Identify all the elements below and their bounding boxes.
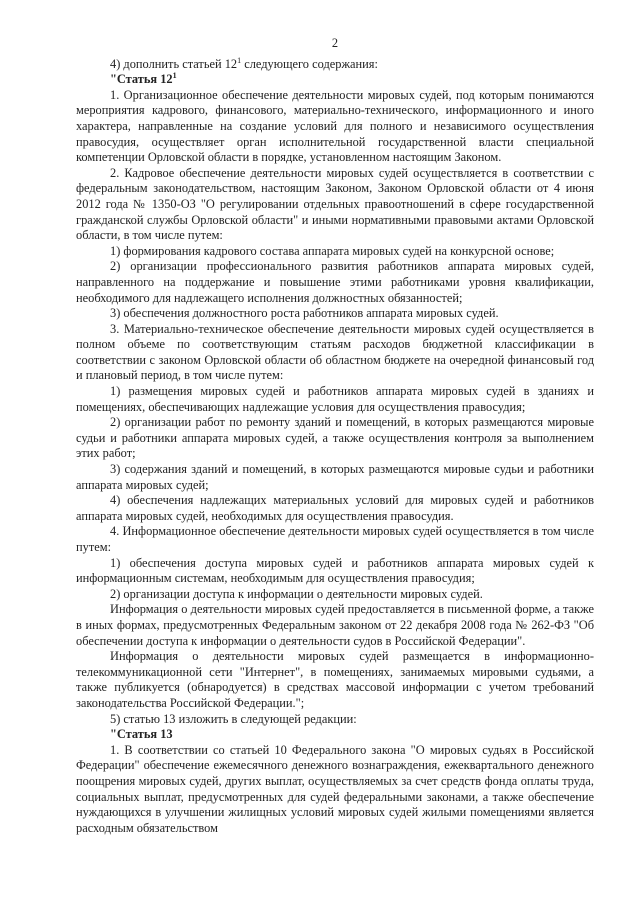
article-12-1-heading bbox=[76, 72, 594, 88]
paragraph: 1. В соответствии со статьей 10 Федерального закона "О мировых судьях в Российской Федерации" обеспечение ежемесячного денежного вознаграждения, ежеквартального денежного поощрения мировых судей, других выплат, осуществляемых за счет средств фонда оплаты труда, социальных выплат, предусмотренных для судей федеральными законами, а также обеспечение нуждающихся в улучшении жилищных условий мировых судей жилыми помещениями является расходным обязательством bbox=[76, 742, 594, 835]
paragraph: Информация о деятельности мировых судей предоставляется в письменной форме, а также в иных формах, предусмотренных Федеральным законом от 22 декабря 2008 года № 262-ФЗ "Об обеспечении доступа к информации о деятельности судов в Российской Федерации". bbox=[76, 602, 594, 648]
amendment-item-4-tail: следующего содержания: bbox=[241, 56, 378, 71]
superscript: 1 bbox=[237, 55, 242, 65]
document-page bbox=[76, 36, 594, 836]
paragraph: 2) организации доступа к информации о деятельности мировых судей. bbox=[110, 586, 483, 601]
paragraph: 2) организации профессионального развития работников аппарата мировых судей, направленного на поддержание и повышение этими работниками уровня квалификации, необходимого для надлежащего исполнения должностных обязанностей; bbox=[76, 259, 594, 305]
paragraph: 3) обеспечения должностного роста работников аппарата мировых судей. bbox=[110, 306, 499, 321]
amendment-item-4 bbox=[76, 57, 594, 73]
page-number: 2 bbox=[331, 36, 339, 50]
paragraph: 1) размещения мировых судей и работников аппарата мировых судей в зданиях и помещениях, обеспечивающих надлежащие условия для осуществления правосудия; bbox=[76, 384, 594, 414]
paragraph: 4. Информационное обеспечение деятельности мировых судей осуществляется в том числе путем: bbox=[76, 524, 594, 554]
article-13-heading: "Статья 13 bbox=[110, 727, 173, 742]
paragraph: 3. Материально-техническое обеспечение деятельности мировых судей осуществляется в полном объеме по соответствующим статьям расходов бюджетной классификации в соответствии с законом Орловской области об областном бюджете на очередной финансовый год и плановый период, в том числе путем: bbox=[76, 321, 594, 383]
paragraph: 4) обеспечения надлежащих материальных условий для мировых судей и работников аппарата мировых судей, необходимых для осуществления правосудия. bbox=[76, 493, 594, 523]
paragraph: Информация о деятельности мировых судей размещается в информационно-телекоммуникационной сети "Интернет", в помещениях, занимаемых мировыми судьями, а также публикуется (обнародуется) в средствах массовой информации с учетом требований законодательства Российской Федерации."; bbox=[76, 649, 594, 710]
paragraph: 2) организации работ по ремонту зданий и помещений, в которых размещаются мировые судьи и работники аппарата мировых судей, а также осуществления контроля за выполнением этих работ; bbox=[76, 415, 594, 461]
paragraph: 1. Организационное обеспечение деятельности мировых судей, под которым понимаются мероприятия кадрового, финансового, материально-технического, информационного и иного характера, направленные на создание условий для полного и независимого осуществления правосудия, осуществляет орган исполнительной государственной власти специальной компетенции Орловской области в порядке, установленном настоящим Законом. bbox=[76, 87, 594, 165]
paragraph: 1) формирования кадрового состава аппарата мировых судей на конкурсной основе; bbox=[110, 243, 555, 258]
paragraph: 1) обеспечения доступа мировых судей и работников аппарата мировых судей к информационным системам, необходимым для осуществления правосудия; bbox=[76, 555, 594, 586]
paragraph: 3) содержания зданий и помещений, в которых размещаются мировые судьи и работники аппарата мировых судей; bbox=[76, 462, 594, 492]
amendment-item-5: 5) статью 13 изложить в следующей редакции: bbox=[110, 711, 357, 726]
paragraph: 2. Кадровое обеспечение деятельности мировых судей осуществляется в соответствии с федеральным законодательством, настоящим Законом, Законом Орловской области от 4 июня 2012 года № 1350-ОЗ "О регулировании отдельных правоотношений в сфере государственной гражданской службы Орловской области" и иными нормативными правовыми актами Орловской области, в том числе путем: bbox=[76, 165, 594, 243]
article-heading-text: "Статья 12 bbox=[110, 72, 173, 87]
superscript: 1 bbox=[172, 71, 177, 81]
amendment-item-4-text: 4) дополнить статьей 12 bbox=[110, 56, 238, 71]
